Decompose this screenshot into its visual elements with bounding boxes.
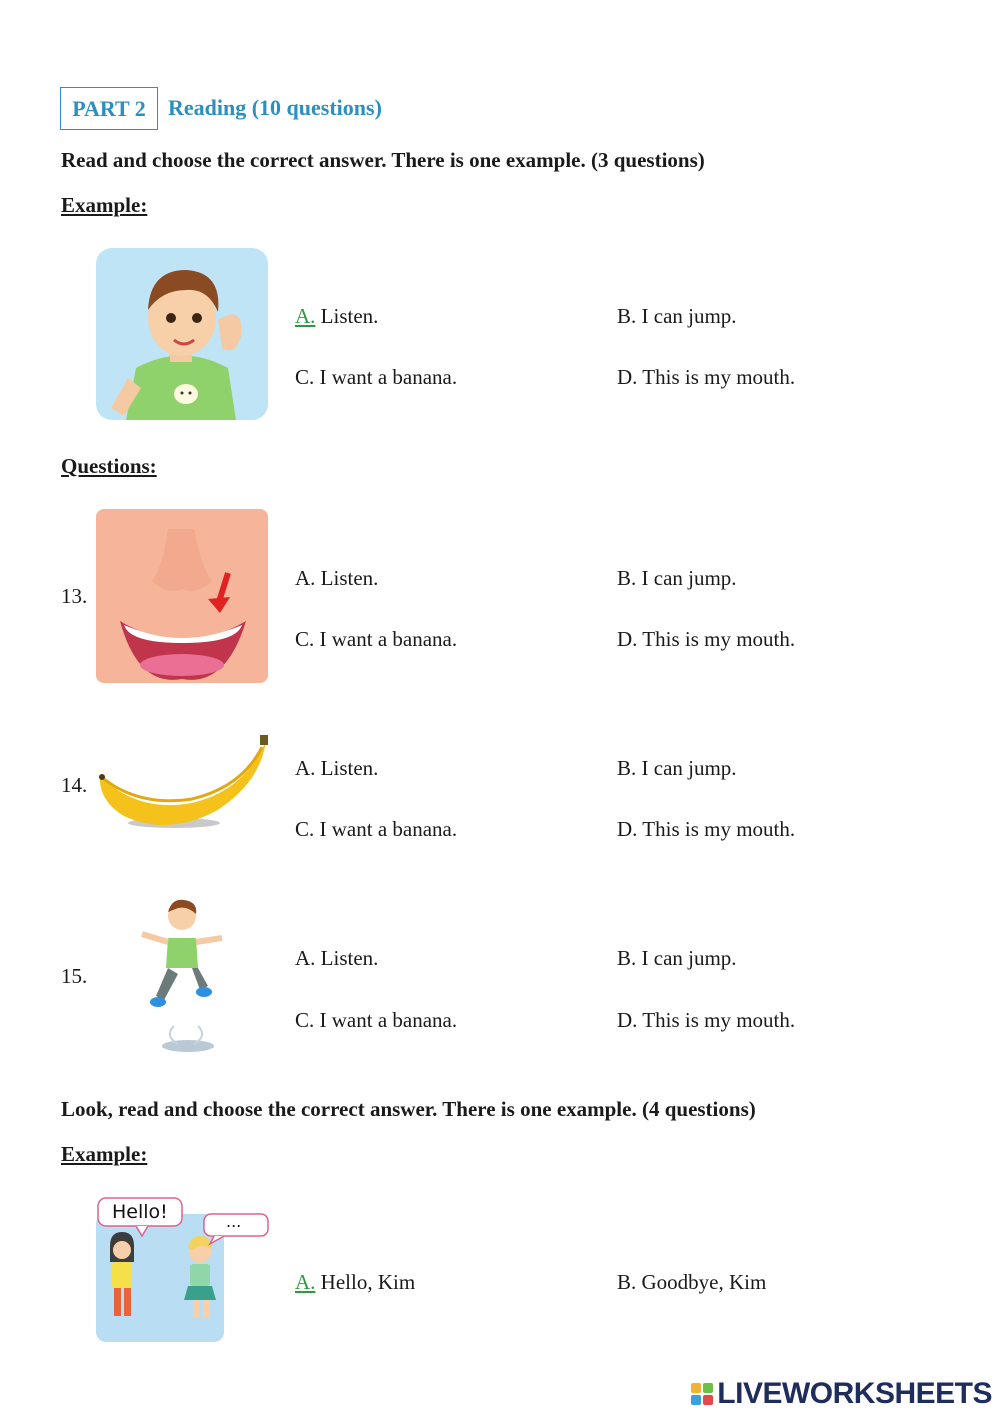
section2-example-option-a[interactable] [295, 1270, 415, 1295]
example-option-a-text: Listen. [320, 304, 379, 328]
boy-jumping-image [134, 898, 230, 1054]
section2-instruction: Look, read and choose the correct answer. There is one example. (4 questions) [61, 1097, 756, 1121]
liveworksheets-logo-icon [691, 1383, 713, 1405]
section2-example-option-b[interactable]: B. Goodbye, Kim [617, 1270, 767, 1294]
q14-option-c[interactable]: C. I want a banana. [295, 817, 458, 841]
q13-option-c[interactable]: C. I want a banana. [295, 627, 458, 651]
section2-example-label: Example: [61, 1142, 148, 1166]
brand-text: LIVEWORKSHEETS [717, 1377, 992, 1410]
example-option-b[interactable]: B. I can jump. [617, 304, 737, 328]
question-13-number: 13. [61, 584, 88, 608]
section2-answer-marker: A. [295, 1270, 316, 1294]
question-15-number: 15. [61, 964, 88, 988]
mouth-image [96, 509, 268, 683]
q14-option-b[interactable]: B. I can jump. [617, 756, 737, 780]
section1-instruction: Read and choose the correct answer. There is one example. (3 questions) [61, 148, 705, 172]
q15-option-b[interactable]: B. I can jump. [617, 946, 737, 970]
section2-option-a-text: Hello, Kim [320, 1270, 416, 1294]
q14-option-d[interactable]: D. This is my mouth. [617, 817, 796, 841]
speech-bubble-hello: Hello! [112, 1201, 168, 1223]
liveworksheets-brand [691, 1377, 992, 1411]
q15-option-d[interactable]: D. This is my mouth. [617, 1008, 796, 1032]
greeting-image [96, 1196, 270, 1342]
section1-example-label: Example: [61, 193, 148, 217]
part-title: Reading (10 questions) [168, 95, 382, 120]
q13-option-d[interactable]: D. This is my mouth. [617, 627, 796, 651]
question-14-number: 14. [61, 773, 88, 797]
example-option-a[interactable] [295, 304, 378, 329]
questions-label: Questions: [61, 454, 157, 478]
example-option-d[interactable]: D. This is my mouth. [617, 365, 796, 389]
example-option-c[interactable]: C. I want a banana. [295, 365, 458, 389]
q15-option-a[interactable]: A. Listen. [295, 946, 379, 970]
q13-option-b[interactable]: B. I can jump. [617, 566, 737, 590]
q13-option-a[interactable]: A. Listen. [295, 566, 379, 590]
example-answer-marker: A. [295, 304, 316, 328]
q14-option-a[interactable]: A. Listen. [295, 756, 379, 780]
banana-image [96, 733, 270, 833]
q15-option-c[interactable]: C. I want a banana. [295, 1008, 458, 1032]
speech-bubble-ellipsis: ... [226, 1212, 242, 1231]
part-badge: PART 2 [60, 87, 158, 130]
boy-listening-image [96, 248, 268, 420]
